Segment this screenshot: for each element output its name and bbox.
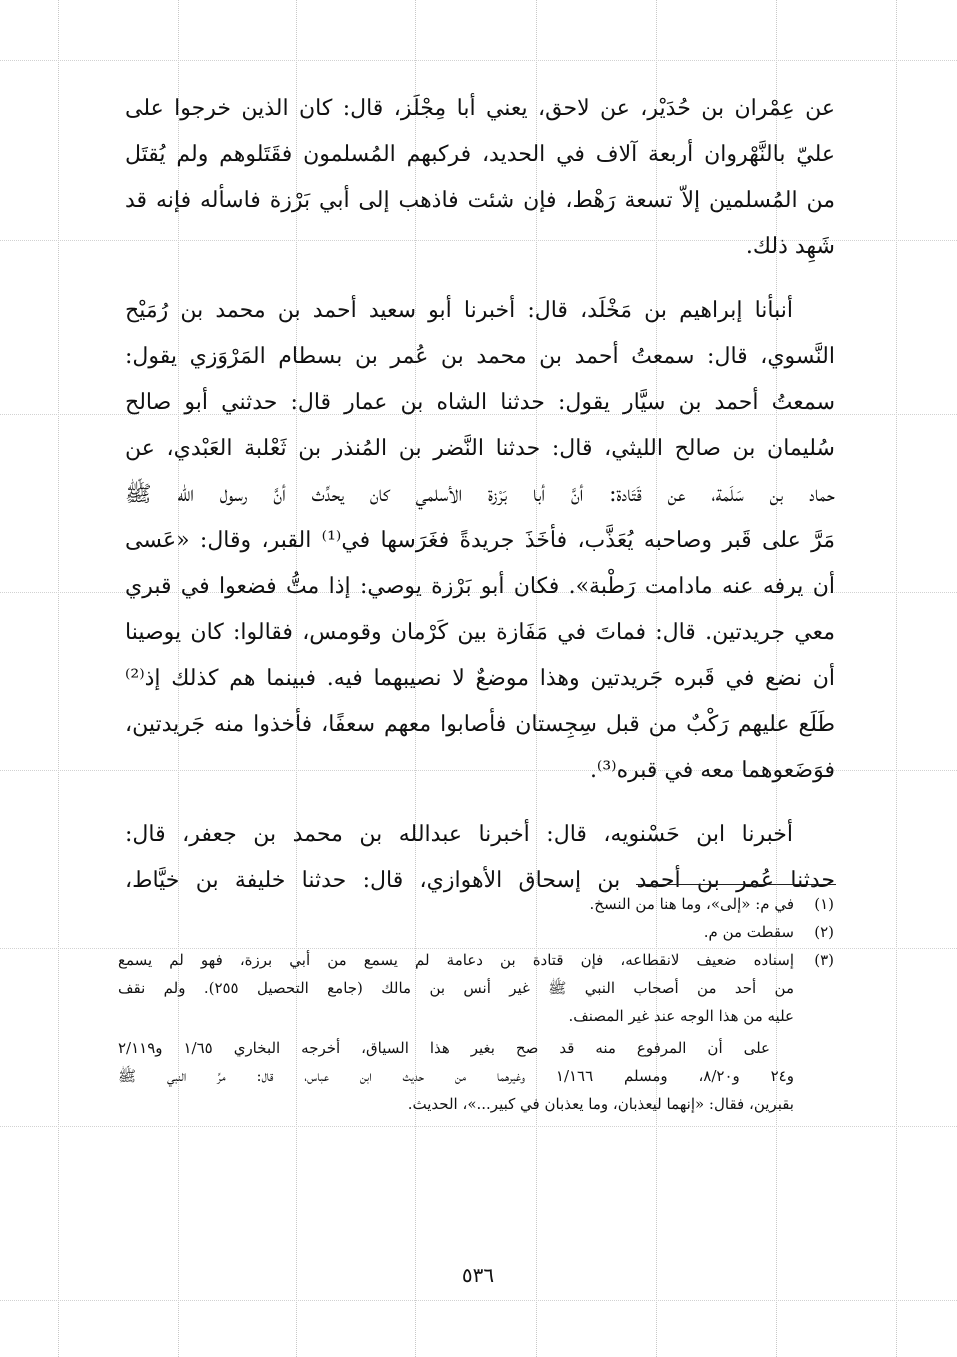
text-line: النَّسوي، قال: سمعتُ أحمد بن محمد بن عُمر بن بسطام المَرْوَزي يقول: — [125, 344, 835, 369]
scan-guide — [896, 0, 897, 1357]
text-line: معي جريدتين. قال: فماتَ في مَفَازة بين كَرْمان وقومس، فقالوا: كان يوصينا — [125, 620, 835, 645]
text-line: أنبأنا إبراهيم بن مَخْلَد، قال: أخبرنا أبو سعيد أحمد بن محمد بن رُمَيْح — [125, 298, 793, 323]
text-line: عن عِمْران بن حُدَيْر، عن لاحق، يعني أبا مِجْلَز، قال: كان الذين خرجوا على — [125, 96, 835, 121]
text-line: عليّ بالنَّهْروان أربعة آلاف في الحديد، فركبهم المُسلمون فقَتَلوهم ولم يُقتَل — [125, 142, 835, 167]
text-line: فوَضَعوهما معه في قبره⁽³⁾. — [589, 758, 835, 783]
main-text — [125, 86, 835, 904]
text-line: حماد بن سَلَمة، عن قَتَادة: أنَّ أبا بَرْزة الأسلمي كان يحدِّث أنَّ رسول الله ﷺ — [125, 482, 835, 507]
text-line: حدثنا عُمر بن أحمد بن إسحاق الأهوازي، قال: حدثنا خليفة بن خيَّاط، — [125, 868, 835, 893]
footnote — [118, 890, 834, 918]
footnote — [118, 946, 834, 1030]
footnote-divider — [636, 884, 836, 885]
text-line: أن نضع في قَبره جَريدتين وهذا موضعٌ لا نصيبهما فيه. فبينما هم كذلك إذ⁽²⁾ — [125, 666, 835, 691]
footnote-line: عليه من هذا الوجه عند غير المصنف. — [568, 1007, 794, 1025]
footnote-line: سقطت من م. — [703, 923, 794, 941]
footnote-number: (٢) — [814, 923, 834, 941]
paragraph — [125, 288, 835, 794]
footnote-number: (٣) — [814, 951, 834, 969]
text-line: سمعتُ أحمد بن سيَّار يقول: حدثنا الشاه بن عمار قال: حدثني أبو صالح — [125, 390, 835, 415]
footnote-number: (١) — [814, 895, 834, 913]
scan-guide — [58, 0, 59, 1357]
text-line: مَرَّ على قَبر وصاحبه يُعَذَّب، فأخَذَ جريدةً فغَرَسها في⁽¹⁾ القبر، وقال: «عَسى — [125, 528, 835, 553]
footnote-line: من أحد من أصحاب النبي ﷺ غير أنس بن مالك (جامع التحصيل ٢٥٥). ولم نقف — [118, 979, 794, 997]
footnote-continuation — [118, 1034, 834, 1118]
text-line: أن يرفه عنه مادامت رَطْبة». فكان أبو بَرْزة يوصي: إذا متُّ فضعوا في قبري — [125, 574, 835, 599]
text-line: طَلَع عليهم رَكْبٌ من قبل سِجِستان فأصابوا معهم سعفًا، فأخذوا منه جَريدتين، — [125, 712, 835, 737]
footnote-line: بقبرين، فقال: «إنهما ليعذبان، وما يعذبان في كبير...»، الحديث. — [407, 1095, 794, 1113]
scan-guide — [0, 60, 957, 61]
footnote-line: و٢٤ و٨/٢٠، ومسلم ١/١٦٦ وغيرهما من حديث ابن عباس، قال: مرَّ النبي ﷺ — [118, 1067, 794, 1085]
text-line: من المُسلمين إلاّ تسعة رَهْط، فإن شئت فاذهب إلى أبي بَرْزة فاسأله فإنه قد — [125, 188, 835, 213]
footnote-line: على أن المرفوع منه قد صح بغير هذا السياق، أخرجه البخاري ١/٦٥ و٢/١١٩ — [118, 1039, 770, 1057]
page-number: ٥٣٦ — [461, 1263, 495, 1287]
footnote-line: إسناده ضعيف لانقطاعه، فإن قتادة بن دعامة لم يسمع من أبي برزة، فهو لم يسمع — [118, 951, 794, 969]
footnotes — [118, 890, 834, 1118]
paragraph — [125, 86, 835, 270]
footnote — [118, 918, 834, 946]
footnote-line: في م: «إلى»، وما هنا من النسخ. — [589, 895, 794, 913]
text-line: سُليمان بن صالح الليثي، قال: حدثنا النَّضر بن المُنذر بن ثَعْلبة العَبْدي، عن — [125, 436, 835, 461]
text-line: أخبرنا ابن حَسْنويه، قال: أخبرنا عبدالله بن محمد بن جعفر، قال: — [125, 822, 793, 847]
scan-guide — [0, 1300, 957, 1301]
scan-guide — [0, 1126, 957, 1127]
text-line: شَهِد ذلك. — [745, 234, 835, 259]
